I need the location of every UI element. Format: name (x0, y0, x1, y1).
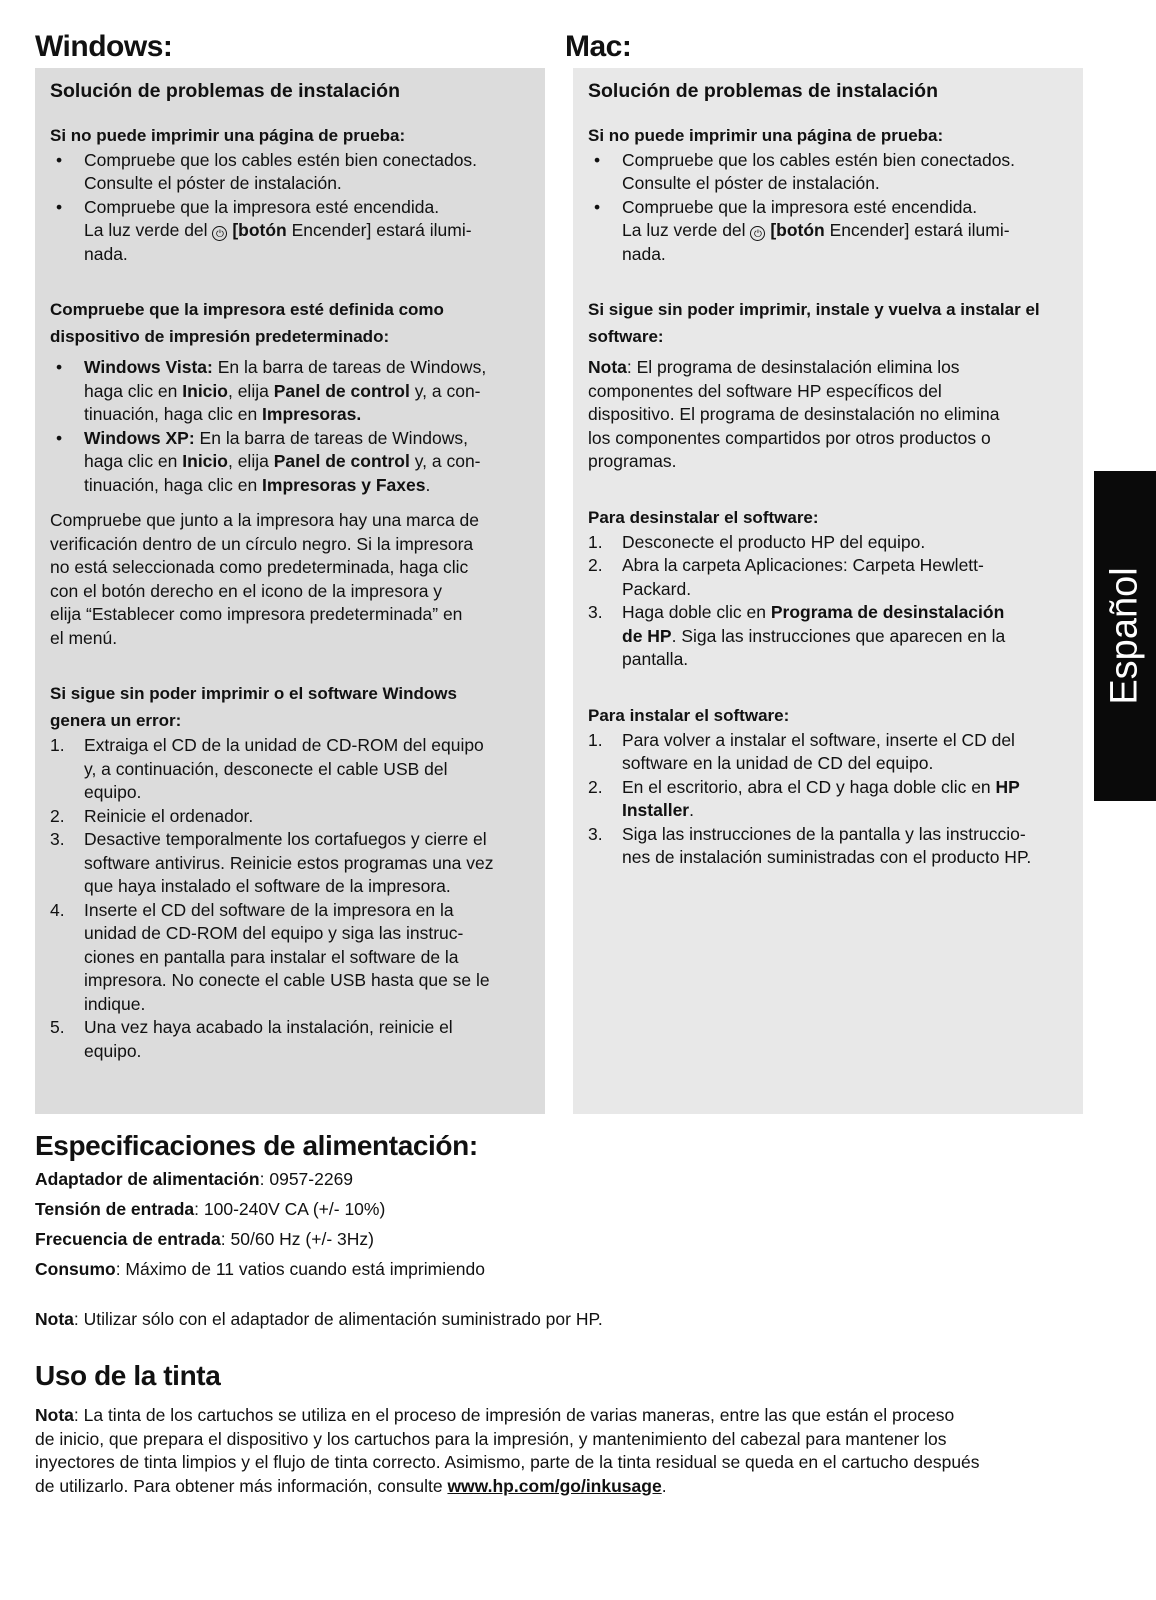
ink-usage-note: Nota: La tinta de los cartuchos se utiliza en el proceso de impresión de varias maneras, entre las que están el proceso de inicio, que prepara el dispositivo y los cartuchos para la impresión, y mantenimiento del cabezal para mantener los inyectores de tinta limpios y el flujo de tinta correcto. Asimismo, parte de la tinta residual se queda en el cartucho después de utilizarlo. Para obtener más información, consulte www.hp.com/go/inkusage. (35, 1405, 980, 1496)
windows-default-printer-list (50, 356, 531, 497)
windows-heading: Windows: (35, 30, 173, 63)
spec-item: Adaptador de alimentación: 0957-2269 (35, 1169, 354, 1189)
list-item: • Windows XP: En la barra de tareas de Windows, haga clic en Inicio, elija Panel de control y, a con- tinuación, haga clic en Impresoras y Faxes. (50, 427, 531, 498)
spec-item: Tensión de entrada: 100-240V CA (+/- 10%) (35, 1199, 386, 1219)
list-item: 1. Desconecte el producto HP del equipo. (588, 531, 926, 552)
ink-usage-link[interactable]: www.hp.com/go/inkusage (447, 1475, 662, 1496)
mac-reinstall-subheading: Si sigue sin poder imprimir, instale y vuelva a instalar el software: (588, 300, 1040, 346)
windows-error-steps (50, 734, 531, 1063)
list-item: 3. Haga doble clic en Programa de desinstalación de HP. Siga las instrucciones que aparecen en la pantalla. (588, 602, 1006, 669)
power-specs-note: Nota: Utilizar sólo con el adaptador de alimentación suministrado por HP. (35, 1309, 603, 1329)
list-item: 4. Inserte el CD del software de la impresora en la unidad de CD-ROM del equipo y siga las instruc- ciones en pantalla para instalar el software de la impresora. No conecte el cable USB hasta que se le indique. (50, 899, 490, 1014)
power-specs-section (35, 1130, 1085, 1334)
mac-troubleshooting-panel (573, 68, 1083, 1114)
ink-usage-heading: Uso de la tinta (35, 1360, 221, 1391)
mac-reinstall-note: Nota: El programa de desinstalación elimina los componentes del software HP específicos del dispositivo. El programa de desinstalación no elimina los componentes compartidos por otros productos o programas. (588, 357, 1000, 471)
ink-usage-section (35, 1356, 1085, 1498)
mac-install-steps (588, 729, 1069, 870)
mac-heading: Mac: (565, 30, 632, 63)
power-specs-list (35, 1164, 1085, 1284)
list-item: • Compruebe que la impresora esté encendida. La luz verde del ⏻ [botón Encender] estará ilumi- nada. (588, 196, 1069, 267)
windows-test-page-subheading: Si no puede imprimir una página de prueba: (50, 125, 406, 145)
windows-default-printer-subheading: Compruebe que la impresora esté definida como dispositivo de impresión predeterminado: (50, 300, 444, 346)
spec-item: Frecuencia de entrada: 50/60 Hz (+/- 3Hz) (35, 1229, 374, 1249)
windows-test-page-list (50, 149, 531, 267)
spec-item: Consumo: Máximo de 11 vatios cuando está imprimiendo (35, 1259, 486, 1279)
windows-panel-title: Solución de problemas de instalación (50, 80, 400, 102)
list-item: • Compruebe que los cables estén bien conectados. Consulte el póster de instalación. (50, 149, 531, 196)
list-item: • Windows Vista: En la barra de tareas de Windows, haga clic en Inicio, elija Panel de control y, a con- tinuación, haga clic en Impresoras. (50, 356, 531, 427)
mac-panel-title: Solución de problemas de instalación (588, 80, 938, 102)
mac-uninstall-subheading: Para desinstalar el software: (588, 507, 819, 527)
list-item: 5. Una vez haya acabado la instalación, reinicie el equipo. (50, 1017, 453, 1061)
list-item: 2. Abra la carpeta Aplicaciones: Carpeta Hewlett- Packard. (588, 555, 984, 599)
list-item: 3. Siga las instrucciones de la pantalla y las instruccio- nes de instalación suministradas con el producto HP. (588, 823, 1032, 867)
mac-test-page-subheading: Si no puede imprimir una página de prueba: (588, 125, 944, 145)
windows-troubleshooting-panel (35, 68, 545, 1114)
power-icon: ⏻ (750, 226, 765, 241)
mac-test-page-list (588, 149, 1069, 267)
list-item: • Compruebe que la impresora esté encendida. La luz verde del ⏻ [botón Encender] estará ilumi- nada. (50, 196, 531, 267)
list-item: 1. Para volver a instalar el software, inserte el CD del software en la unidad de CD del equipo. (588, 729, 1015, 773)
language-tab (1094, 471, 1156, 801)
mac-uninstall-steps (588, 531, 1069, 672)
mac-install-subheading: Para instalar el software: (588, 705, 790, 725)
list-item: 3. Desactive temporalmente los cortafuegos y cierre el software antivirus. Reinicie estos programas una vez que haya instalado el software de la impresora. (50, 829, 494, 896)
list-item: • Compruebe que los cables estén bien conectados. Consulte el póster de instalación. (588, 149, 1069, 196)
list-item: 2. En el escritorio, abra el CD y haga doble clic en HP Installer. (588, 776, 1020, 820)
list-item: 2. Reinicie el ordenador. (50, 805, 254, 826)
windows-default-printer-paragraph: Compruebe que junto a la impresora hay una marca de verificación dentro de un círculo negro. Si la impresora no está seleccionada como predeterminada, haga clic con el botón derecho en el icono de la impresora y elija “Establecer como impresora predeterminada” en el menú. (50, 510, 479, 648)
power-specs-heading: Especificaciones de alimentación: (35, 1130, 478, 1161)
power-icon: ⏻ (212, 226, 227, 241)
language-tab-label: Español (1103, 567, 1146, 705)
list-item: 1. Extraiga el CD de la unidad de CD-ROM del equipo y, a continuación, desconecte el cable USB del equipo. (50, 735, 484, 802)
windows-error-subheading: Si sigue sin poder imprimir o el software Windows genera un error: (50, 684, 457, 730)
